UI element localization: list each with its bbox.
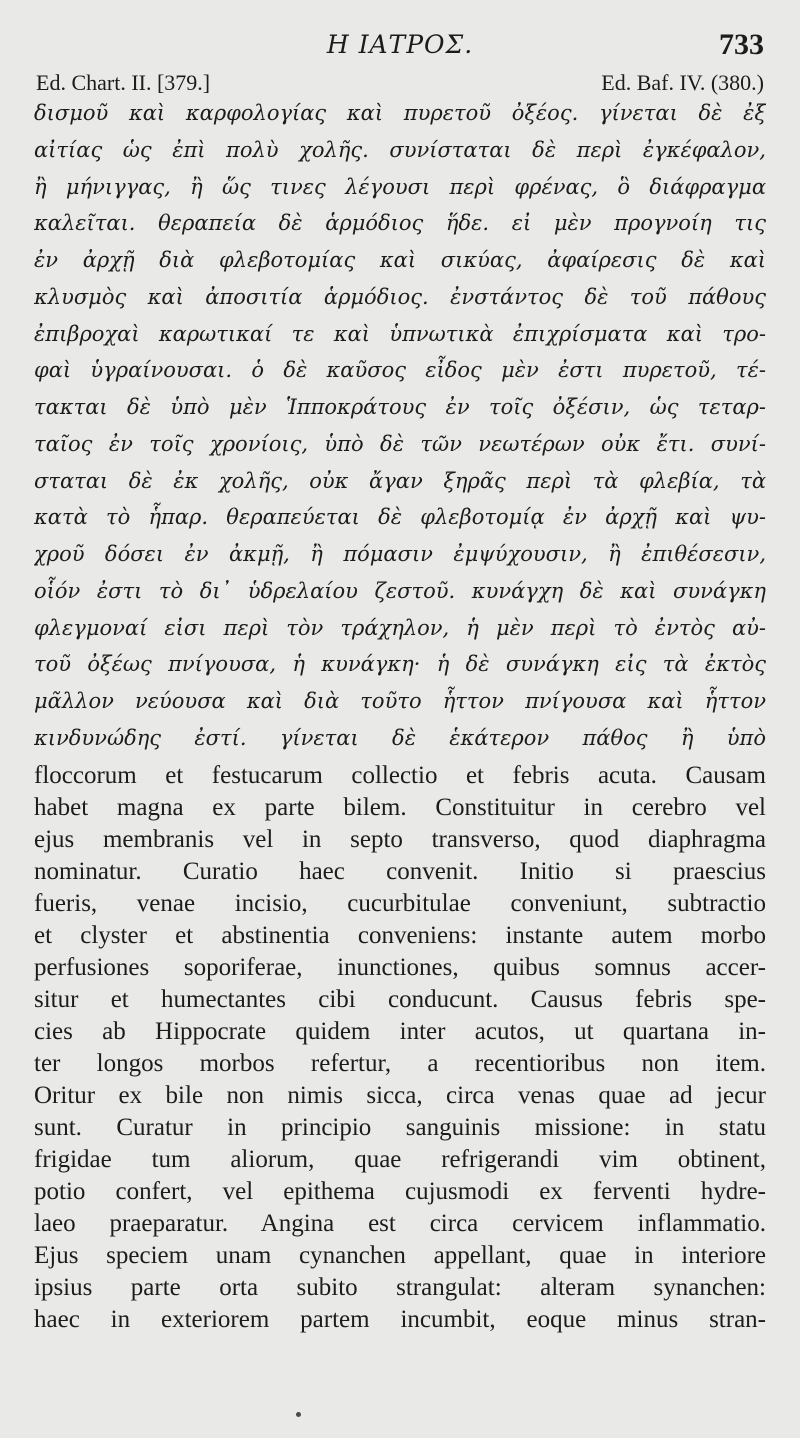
ink-speck xyxy=(296,1412,301,1417)
greek-line: τακται δὲ ὑπὸ μὲν Ἱπποκράτους ἐν τοῖς ὀξέσιν, ὡς τεταρ- xyxy=(34,395,766,419)
greek-line: ταῖος ἐν τοῖς χρονίοις, ὑπὸ δὲ τῶν νεωτέρων οὐκ ἔτι. συνί- xyxy=(34,431,766,456)
greek-line: μᾶλλον νεύουσα καὶ διὰ τοῦτο ἧττον πνίγουσα καὶ ἧττον xyxy=(34,689,766,713)
greek-line: τοῦ ὀξέως πνίγουσα, ἡ κυνάγκη· ἡ δὲ συνάγκη εἰς τὰ ἐκτὸς xyxy=(34,652,766,677)
latin-line: situr et humectantes cibi conducunt. Causus febris spe- xyxy=(34,986,766,1013)
greek-line: αἰτίας ὡς ἐπὶ πολὺ χολῆς. συνίσταται δὲ περὶ ἐγκέφαλον, xyxy=(34,137,766,162)
greek-line: σταται δὲ ἐκ χολῆς, οὐκ ἄγαν ξηρᾶς περὶ τὰ φλεβία, τὰ xyxy=(34,468,766,493)
latin-line: nominatur. Curatio haec convenit. Initio si praescius xyxy=(34,858,766,885)
greek-line: ἐν ἀρχῇ διὰ φλεβοτομίας καὶ σικύας, ἀφαίρεσις δὲ καὶ xyxy=(34,248,766,272)
latin-line: ter longos morbos refertur, a recentioribus non item. xyxy=(34,1050,766,1077)
latin-line: frigidae tum aliorum, quae refrigerandi vim obtinent, xyxy=(34,1146,766,1173)
latin-line: ipsius parte orta subito strangulat: alteram synanchen: xyxy=(34,1274,766,1301)
latin-line: ejus membranis vel in septo transverso, quod diaphragma xyxy=(34,826,766,853)
latin-line: fueris, venae incisio, cucurbitulae conveniunt, subtractio xyxy=(34,890,766,917)
greek-line: κλυσμὸς καὶ ἀποσιτία ἁρμόδιος. ἐνστάντος δὲ τοῦ πάθους xyxy=(34,284,766,309)
greek-line: δισμοῦ καὶ καρφολογίας καὶ πυρετοῦ ὀξέος. γίνεται δὲ ἐξ xyxy=(34,101,766,125)
greek-line: κατὰ τὸ ἧπαρ. θεραπεύεται δὲ φλεβοτομίᾳ ἐν ἀρχῇ καὶ ψυ- xyxy=(34,505,766,530)
latin-line: potio confert, vel epithema cujusmodi ex ferventi hydre- xyxy=(34,1178,766,1205)
latin-line: Oritur ex bile non nimis sicca, circa venas quae ad jecur xyxy=(34,1082,766,1109)
page-number: 733 xyxy=(719,28,764,61)
latin-line: laeo praeparatur. Angina est circa cervicem inflammatio. xyxy=(34,1210,766,1237)
running-title: Η ΙΑΤΡΟΣ. xyxy=(326,30,474,59)
latin-line: sunt. Curatur in principio sanguinis missione: in statu xyxy=(34,1114,766,1141)
latin-line: et clyster et abstinentia conveniens: instante autem morbo xyxy=(34,922,766,949)
latin-line: floccorum et festucarum collectio et febris acuta. Causam xyxy=(34,762,766,789)
latin-line: cies ab Hippocrate quidem inter acutos, ut quartana in- xyxy=(34,1018,766,1045)
latin-line: perfusiones soporiferae, inunctiones, quibus somnus accer- xyxy=(34,954,766,981)
greek-line: ἐπιβροχαὶ καρωτικαί τε καὶ ὑπνωτικὰ ἐπιχρίσματα καὶ τρο- xyxy=(34,321,766,346)
latin-line: Ejus speciem unam cynanchen appellant, quae in interiore xyxy=(34,1242,766,1269)
latin-line: habet magna ex parte bilem. Constituitur in cerebro vel xyxy=(34,794,766,821)
running-head xyxy=(0,0,800,110)
edition-reference-right: Ed. Baf. IV. (380.) xyxy=(601,70,764,95)
greek-line: οἷόν ἐστι τὸ δι᾽ ὑδρελαίου ζεστοῦ. κυνάγχη δὲ καὶ συνάγκη xyxy=(34,578,766,603)
greek-line: ἢ μήνιγγας, ἢ ὥς τινες λέγουσι περὶ φρένας, ὃ διάφραγμα xyxy=(34,174,766,199)
greek-line: φλεγμοναί εἰσι περὶ τὸν τράχηλον, ἡ μὲν περὶ τὸ ἐντὸς αὐ- xyxy=(34,615,766,640)
greek-line: κινδυνώδης ἐστί. γίνεται δὲ ἑκάτερον πάθος ἢ ὑπὸ xyxy=(34,725,766,750)
latin-text-block xyxy=(34,760,766,1336)
edition-reference-left: Ed. Chart. II. [379.] xyxy=(36,70,211,95)
latin-line: haec in exteriorem partem incumbit, eoque minus stran- xyxy=(34,1306,766,1333)
greek-line: χροῦ δόσει ἐν ἀκμῇ, ἢ πόμασιν ἐμψύχουσιν, ἢ ἐπιθέσεσιν, xyxy=(34,542,766,566)
greek-text-block xyxy=(34,95,766,757)
greek-line: φαὶ ὑγραίνουσαι. ὁ δὲ καῦσος εἶδος μὲν ἐστι πυρετοῦ, τέ- xyxy=(34,358,766,383)
greek-line: καλεῖται. θεραπεία δὲ ἁρμόδιος ἥδε. εἰ μὲν προγνοίη τις xyxy=(34,211,766,236)
